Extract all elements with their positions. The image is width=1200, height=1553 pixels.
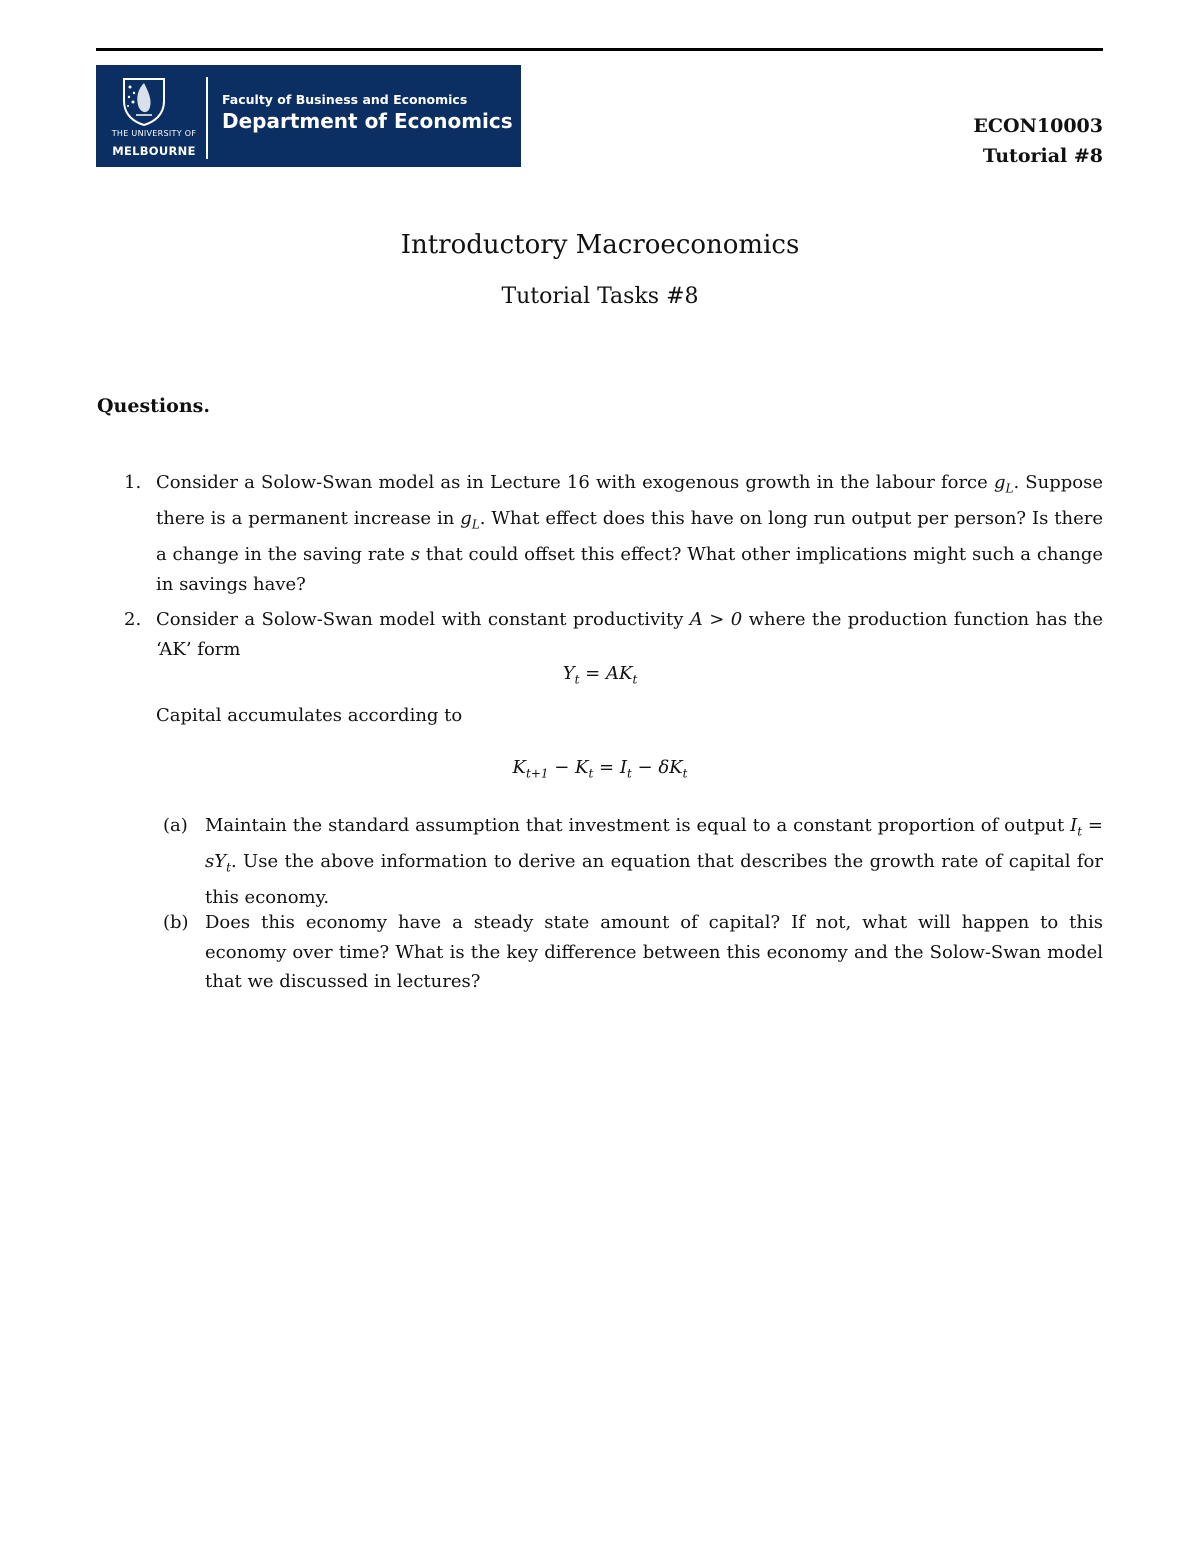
tutorial-number: Tutorial #8 <box>982 145 1103 167</box>
equation-production-function: $Y_t = AK_t$ <box>562 663 638 687</box>
question-text: Consider a Solow-Swan model as in Lecture 16 with exogenous growth in the labour force <box>156 472 994 493</box>
department-name: Department of Economics <box>222 109 513 133</box>
question-2 <box>124 605 1104 664</box>
part-text: Maintain the standard assumption that investment is equal to a constant proportion of output <box>205 815 1071 836</box>
math-var: $g_L$ <box>993 472 1014 496</box>
part-text: . Use the above information to derive an equation that describes the growth rate of capital for this economy. <box>205 851 1103 909</box>
university-name-line1: THE UNIVERSITY OF <box>111 129 197 138</box>
part-label: (a) <box>163 815 188 836</box>
top-rule <box>96 48 1103 51</box>
document-title: Introductory Macroeconomics <box>400 230 800 260</box>
document-subtitle: Tutorial Tasks #8 <box>501 284 699 309</box>
part-text: Does this economy have a steady state amount of capital? If not, what will happen to this economy over time? What is the key difference between this economy and the Solow-Swan model that we discussed in lectures? <box>205 912 1103 992</box>
question-text: . What effect does this have on long run output per person? Is there a change in the saving rate <box>156 508 1103 566</box>
course-code: ECON10003 <box>973 115 1103 137</box>
question-text: that could offset this effect? What other implications might such a change in savings have? <box>156 544 1103 595</box>
university-logo-banner <box>96 65 521 167</box>
math-inline: $I_t = sY_t$ <box>205 815 1103 875</box>
question-2b <box>163 908 1103 997</box>
part-label: (b) <box>163 912 189 933</box>
university-name-line2: MELBOURNE <box>112 144 196 158</box>
questions-heading: Questions. <box>97 395 210 417</box>
question-text: where the production function has the ‘AK’ form <box>156 609 1104 660</box>
math-var: $g_L$ <box>460 508 480 532</box>
question-number: 2. <box>124 609 142 630</box>
capital-accumulation-text: Capital accumulates according to <box>156 705 463 726</box>
faculty-name: Faculty of Business and Economics <box>222 92 468 107</box>
question-2a <box>163 811 1103 913</box>
math-var: s <box>410 544 421 566</box>
equation-capital-accumulation: $K_{t+1} - K_t = I_t - \delta K_t$ <box>512 757 688 781</box>
university-crest-icon <box>118 75 170 127</box>
math-inline: A > 0 <box>689 609 743 630</box>
question-number: 1. <box>124 472 142 493</box>
question-text: Consider a Solow-Swan model with constant productivity <box>156 609 690 630</box>
logo-divider <box>206 77 208 159</box>
question-text: . Suppose there is a permanent increase in <box>156 472 1103 530</box>
question-1 <box>124 468 1103 599</box>
